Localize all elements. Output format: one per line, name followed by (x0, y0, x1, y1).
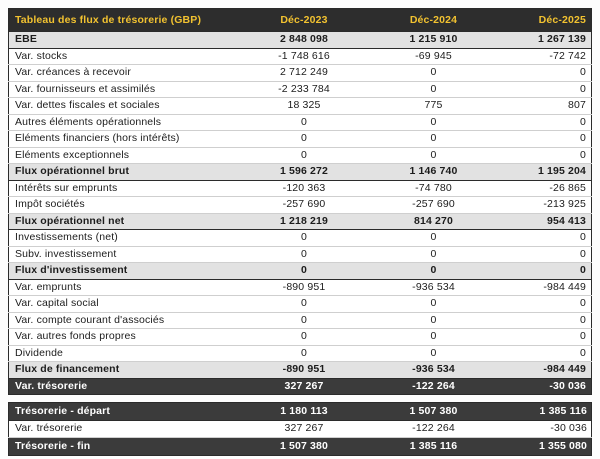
value-cell: -936 534 (373, 362, 495, 379)
value-cell: 18 325 (236, 98, 373, 115)
value-cell: -257 690 (236, 197, 373, 214)
row-label-cell: Autres éléments opérationnels (9, 114, 236, 131)
table-row (9, 279, 592, 296)
table-row (9, 403, 592, 421)
header-row (9, 9, 592, 32)
column-header-dec-2025: Déc-2025 (495, 9, 592, 32)
value-cell: -1 748 616 (236, 48, 373, 65)
row-label-cell: Var. stocks (9, 48, 236, 65)
value-cell: 0 (236, 131, 373, 148)
value-cell: 1 215 910 (373, 32, 495, 49)
row-label-cell: Var. trésorerie (9, 420, 236, 438)
value-cell: -120 363 (236, 180, 373, 197)
row-label-cell: Subv. investissement (9, 246, 236, 263)
value-cell: 0 (236, 230, 373, 247)
row-label-cell: Var. emprunts (9, 279, 236, 296)
value-cell: 0 (495, 81, 592, 98)
value-cell: -69 945 (373, 48, 495, 65)
section-gap (8, 395, 591, 402)
table-row (9, 296, 592, 313)
column-header-dec-2024: Déc-2024 (373, 9, 495, 32)
row-label-cell: Trésorerie - fin (9, 438, 236, 456)
value-cell: 1 355 080 (495, 438, 592, 456)
row-label-cell: Var. capital social (9, 296, 236, 313)
value-cell: 775 (373, 98, 495, 115)
value-cell: 0 (373, 329, 495, 346)
value-cell: 2 712 249 (236, 65, 373, 82)
value-cell: 0 (495, 147, 592, 164)
column-header-dec-2023: Déc-2023 (236, 9, 373, 32)
table-row (9, 48, 592, 65)
value-cell: 807 (495, 98, 592, 115)
value-cell: -2 233 784 (236, 81, 373, 98)
row-label-cell: Flux opérationnel brut (9, 164, 236, 181)
table-row (9, 197, 592, 214)
row-label-cell: EBE (9, 32, 236, 49)
cash-summary-table (8, 402, 592, 456)
value-cell: 0 (236, 114, 373, 131)
value-cell: -213 925 (495, 197, 592, 214)
value-cell: 327 267 (236, 378, 373, 395)
value-cell: 814 270 (373, 213, 495, 230)
row-label-cell: Var. compte courant d'associés (9, 312, 236, 329)
table-row (9, 98, 592, 115)
value-cell: 1 507 380 (373, 403, 495, 421)
value-cell: 0 (373, 296, 495, 313)
table-row (9, 246, 592, 263)
value-cell: -30 036 (495, 378, 592, 395)
table-row (9, 362, 592, 379)
value-cell: 0 (373, 81, 495, 98)
table-row (9, 180, 592, 197)
value-cell: -936 534 (373, 279, 495, 296)
row-label-cell: Var. dettes fiscales et sociales (9, 98, 236, 115)
value-cell: 0 (495, 246, 592, 263)
row-label-cell: Investissements (net) (9, 230, 236, 247)
table-row (9, 114, 592, 131)
value-cell: 0 (373, 147, 495, 164)
value-cell: 0 (495, 230, 592, 247)
table-row (9, 230, 592, 247)
table-row (9, 438, 592, 456)
value-cell: -30 036 (495, 420, 592, 438)
row-label-cell: Var. fournisseurs et assimilés (9, 81, 236, 98)
value-cell: 0 (495, 329, 592, 346)
row-label-cell: Eléments financiers (hors intérêts) (9, 131, 236, 148)
row-label-cell: Intérêts sur emprunts (9, 180, 236, 197)
value-cell: 0 (373, 246, 495, 263)
table-row (9, 345, 592, 362)
table-row (9, 420, 592, 438)
table-row (9, 329, 592, 346)
row-label-cell: Var. autres fonds propres (9, 329, 236, 346)
value-cell: -74 780 (373, 180, 495, 197)
value-cell: -890 951 (236, 362, 373, 379)
table-row (9, 81, 592, 98)
value-cell: 2 848 098 (236, 32, 373, 49)
value-cell: 0 (373, 131, 495, 148)
value-cell: -122 264 (373, 420, 495, 438)
value-cell: 1 218 219 (236, 213, 373, 230)
value-cell: -984 449 (495, 362, 592, 379)
cashflow-table-header (9, 9, 592, 32)
value-cell: -122 264 (373, 378, 495, 395)
value-cell: -257 690 (373, 197, 495, 214)
row-label-cell: Dividende (9, 345, 236, 362)
value-cell: 1 385 116 (495, 403, 592, 421)
value-cell: 1 596 272 (236, 164, 373, 181)
table-row (9, 32, 592, 49)
value-cell: 0 (373, 230, 495, 247)
row-label-cell: Var. trésorerie (9, 378, 236, 395)
table-row (9, 147, 592, 164)
row-label-cell: Flux de financement (9, 362, 236, 379)
row-label-cell: Flux d'investissement (9, 263, 236, 280)
value-cell: 0 (495, 312, 592, 329)
value-cell: 0 (495, 131, 592, 148)
row-label-cell: Impôt sociétés (9, 197, 236, 214)
value-cell: 0 (236, 329, 373, 346)
value-cell: 1 195 204 (495, 164, 592, 181)
value-cell: 0 (236, 246, 373, 263)
value-cell: 0 (495, 263, 592, 280)
row-label-cell: Eléments exceptionnels (9, 147, 236, 164)
row-label-cell: Flux opérationnel net (9, 213, 236, 230)
value-cell: 1 180 113 (236, 403, 373, 421)
value-cell: 0 (373, 263, 495, 280)
table-title: Tableau des flux de trésorerie (GBP) (9, 9, 236, 32)
value-cell: 0 (495, 65, 592, 82)
cashflow-table-body (9, 32, 592, 395)
cash-summary-table-body (9, 403, 592, 456)
value-cell: 0 (373, 345, 495, 362)
row-label-cell: Var. créances à recevoir (9, 65, 236, 82)
value-cell: 327 267 (236, 420, 373, 438)
table-row (9, 131, 592, 148)
value-cell: 0 (373, 312, 495, 329)
table-row (9, 263, 592, 280)
value-cell: -890 951 (236, 279, 373, 296)
value-cell: 0 (236, 345, 373, 362)
value-cell: -26 865 (495, 180, 592, 197)
value-cell: 0 (373, 65, 495, 82)
value-cell: 0 (236, 312, 373, 329)
value-cell: 0 (495, 296, 592, 313)
cashflow-table (8, 8, 592, 395)
table-row (9, 65, 592, 82)
value-cell: 954 413 (495, 213, 592, 230)
value-cell: 0 (495, 345, 592, 362)
value-cell: 1 507 380 (236, 438, 373, 456)
row-label-cell: Trésorerie - départ (9, 403, 236, 421)
table-row (9, 164, 592, 181)
value-cell: 0 (236, 296, 373, 313)
table-row (9, 312, 592, 329)
table-row (9, 378, 592, 395)
value-cell: 0 (373, 114, 495, 131)
value-cell: 1 146 740 (373, 164, 495, 181)
value-cell: 0 (495, 114, 592, 131)
value-cell: 0 (236, 147, 373, 164)
value-cell: 0 (236, 263, 373, 280)
table-row (9, 213, 592, 230)
value-cell: -984 449 (495, 279, 592, 296)
value-cell: 1 267 139 (495, 32, 592, 49)
value-cell: 1 385 116 (373, 438, 495, 456)
value-cell: -72 742 (495, 48, 592, 65)
